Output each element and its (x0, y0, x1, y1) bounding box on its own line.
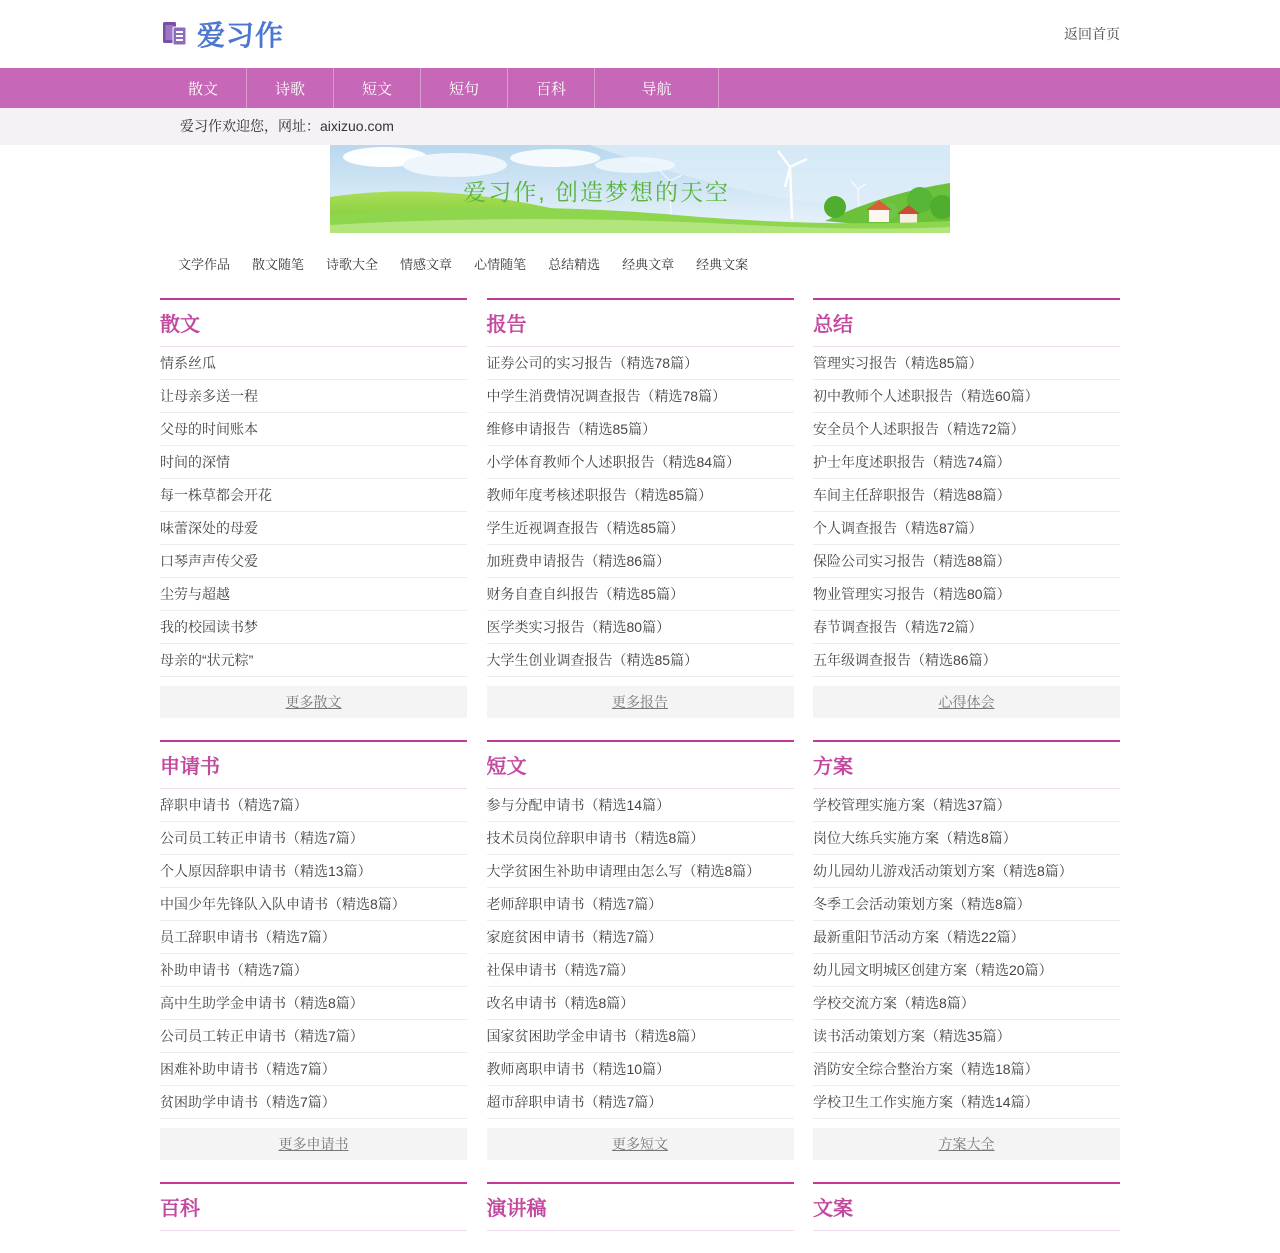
content-section (813, 1182, 1120, 1231)
subnav-link[interactable]: 经典文案 (696, 257, 749, 272)
list-item[interactable]: 中国少年先锋队入队申请书（精选8篇） (160, 888, 467, 921)
more-button[interactable]: 更多散文 (160, 686, 467, 718)
subnav-link[interactable]: 总结精选 (548, 257, 601, 272)
section-title: 百科 (160, 1184, 467, 1231)
list-item[interactable]: 个人原因辞职申请书（精选13篇） (160, 855, 467, 888)
list-item[interactable]: 证券公司的实习报告（精选78篇） (487, 347, 794, 380)
back-home-link[interactable]: 返回首页 (1064, 26, 1120, 42)
list-item[interactable]: 初中教师个人述职报告（精选60篇） (813, 380, 1120, 413)
list-item[interactable]: 尘劳与超越 (160, 578, 467, 611)
more-button[interactable]: 更多报告 (487, 686, 794, 718)
section-list (487, 347, 794, 677)
list-item[interactable]: 安全员个人述职报告（精选72篇） (813, 413, 1120, 446)
more-button[interactable]: 心得体会 (813, 686, 1120, 718)
list-item[interactable]: 保险公司实习报告（精选88篇） (813, 545, 1120, 578)
nav-item[interactable]: 短句 (421, 68, 508, 108)
list-item[interactable]: 技术员岗位辞职申请书（精选8篇） (487, 822, 794, 855)
section-list (813, 347, 1120, 677)
list-item[interactable]: 老师辞职申请书（精选7篇） (487, 888, 794, 921)
list-item[interactable]: 时间的深情 (160, 446, 467, 479)
nav-item[interactable]: 散文 (160, 68, 247, 108)
list-item[interactable]: 医学类实习报告（精选80篇） (487, 611, 794, 644)
main-nav (0, 68, 1280, 108)
list-item[interactable]: 员工辞职申请书（精选7篇） (160, 921, 467, 954)
banner (330, 145, 950, 233)
list-item[interactable]: 物业管理实习报告（精选80篇） (813, 578, 1120, 611)
list-item[interactable]: 家庭贫困申请书（精选7篇） (487, 921, 794, 954)
section-title: 申请书 (160, 742, 467, 789)
section-list (160, 789, 467, 1119)
list-item[interactable]: 情系丝瓜 (160, 347, 467, 380)
list-item[interactable]: 岗位大练兵实施方案（精选8篇） (813, 822, 1120, 855)
content-section (487, 1182, 794, 1231)
site-logo[interactable] (160, 14, 284, 54)
list-item[interactable]: 让母亲多送一程 (160, 380, 467, 413)
content-section (160, 740, 467, 1160)
list-item[interactable]: 教师年度考核述职报告（精选85篇） (487, 479, 794, 512)
section-title: 报告 (487, 300, 794, 347)
list-item[interactable]: 学生近视调查报告（精选85篇） (487, 512, 794, 545)
subnav-link[interactable]: 散文随笔 (252, 257, 305, 272)
section-title: 散文 (160, 300, 467, 347)
list-item[interactable]: 补助申请书（精选7篇） (160, 954, 467, 987)
list-item[interactable]: 幼儿园文明城区创建方案（精选20篇） (813, 954, 1120, 987)
banner-slogan: 爱习作, 创造梦想的天空 (463, 179, 730, 205)
welcome-bar (0, 108, 1280, 145)
nav-item[interactable]: 导航 (595, 68, 719, 108)
list-item[interactable]: 护士年度述职报告（精选74篇） (813, 446, 1120, 479)
more-button[interactable]: 方案大全 (813, 1128, 1120, 1160)
content-section (487, 298, 794, 718)
list-item[interactable]: 大学贫困生补助申请理由怎么写（精选8篇） (487, 855, 794, 888)
list-item[interactable]: 改名申请书（精选8篇） (487, 987, 794, 1020)
list-item[interactable]: 春节调查报告（精选72篇） (813, 611, 1120, 644)
section-title: 方案 (813, 742, 1120, 789)
list-item[interactable]: 社保申请书（精选7篇） (487, 954, 794, 987)
list-item[interactable]: 小学体育教师个人述职报告（精选84篇） (487, 446, 794, 479)
content-section (160, 298, 467, 718)
list-item[interactable]: 学校交流方案（精选8篇） (813, 987, 1120, 1020)
list-item[interactable]: 财务自查自纠报告（精选85篇） (487, 578, 794, 611)
list-item[interactable]: 管理实习报告（精选85篇） (813, 347, 1120, 380)
list-item[interactable]: 超市辞职申请书（精选7篇） (487, 1086, 794, 1119)
subnav-link[interactable]: 诗歌大全 (326, 257, 379, 272)
subnav-link[interactable]: 情感文章 (400, 257, 453, 272)
list-item[interactable]: 高中生助学金申请书（精选8篇） (160, 987, 467, 1020)
list-item[interactable]: 五年级调查报告（精选86篇） (813, 644, 1120, 677)
section-title: 演讲稿 (487, 1184, 794, 1231)
content-section (813, 740, 1120, 1160)
section-title: 文案 (813, 1184, 1120, 1231)
content-section (487, 740, 794, 1160)
list-item[interactable]: 公司员工转正申请书（精选7篇） (160, 1020, 467, 1053)
list-item[interactable]: 加班费申请报告（精选86篇） (487, 545, 794, 578)
more-button[interactable]: 更多短文 (487, 1128, 794, 1160)
list-item[interactable]: 我的校园读书梦 (160, 611, 467, 644)
list-item[interactable]: 父母的时间账本 (160, 413, 467, 446)
site-header (0, 0, 1280, 68)
sections-grid (160, 298, 1120, 1253)
more-button[interactable]: 更多申请书 (160, 1128, 467, 1160)
content-section (813, 298, 1120, 718)
list-item[interactable]: 辞职申请书（精选7篇） (160, 789, 467, 822)
site-title: 爱习作 (197, 20, 285, 51)
list-item[interactable]: 学校卫生工作实施方案（精选14篇） (813, 1086, 1120, 1119)
nav-item[interactable]: 百科 (508, 68, 595, 108)
list-item[interactable]: 参与分配申请书（精选14篇） (487, 789, 794, 822)
section-title: 总结 (813, 300, 1120, 347)
list-item[interactable]: 维修申请报告（精选85篇） (487, 413, 794, 446)
section-list (160, 347, 467, 677)
list-item[interactable]: 读书活动策划方案（精选35篇） (813, 1020, 1120, 1053)
list-item[interactable]: 冬季工会活动策划方案（精选8篇） (813, 888, 1120, 921)
section-list (487, 789, 794, 1119)
list-item[interactable]: 中学生消费情况调查报告（精选78篇） (487, 380, 794, 413)
list-item[interactable]: 公司员工转正申请书（精选7篇） (160, 822, 467, 855)
list-item[interactable]: 幼儿园幼儿游戏活动策划方案（精选8篇） (813, 855, 1120, 888)
nav-item[interactable]: 诗歌 (247, 68, 334, 108)
list-item[interactable]: 消防安全综合整治方案（精选18篇） (813, 1053, 1120, 1086)
subnav-link[interactable]: 经典文章 (622, 257, 675, 272)
list-item[interactable]: 母亲的“状元粽” (160, 644, 467, 677)
list-item[interactable]: 学校管理实施方案（精选37篇） (813, 789, 1120, 822)
list-item[interactable]: 贫困助学申请书（精选7篇） (160, 1086, 467, 1119)
list-item[interactable]: 车间主任辞职报告（精选88篇） (813, 479, 1120, 512)
subnav-link[interactable]: 心情随笔 (474, 257, 527, 272)
list-item[interactable]: 困难补助申请书（精选7篇） (160, 1053, 467, 1086)
welcome-text: 爱习作欢迎您，网址：aixizuo.com (180, 118, 394, 134)
nav-item[interactable]: 短文 (334, 68, 421, 108)
list-item[interactable]: 大学生创业调查报告（精选85篇） (487, 644, 794, 677)
section-title: 短文 (487, 742, 794, 789)
section-list (813, 789, 1120, 1119)
list-item[interactable]: 味蕾深处的母爱 (160, 512, 467, 545)
list-item[interactable]: 个人调查报告（精选87篇） (813, 512, 1120, 545)
list-item[interactable]: 口琴声声传父爱 (160, 545, 467, 578)
content-section (160, 1182, 467, 1231)
logo-books-icon (160, 19, 190, 49)
list-item[interactable]: 最新重阳节活动方案（精选22篇） (813, 921, 1120, 954)
sub-nav (160, 233, 1120, 298)
list-item[interactable]: 每一株草都会开花 (160, 479, 467, 512)
list-item[interactable]: 教师离职申请书（精选10篇） (487, 1053, 794, 1086)
list-item[interactable]: 国家贫困助学金申请书（精选8篇） (487, 1020, 794, 1053)
subnav-link[interactable]: 文学作品 (178, 257, 231, 272)
